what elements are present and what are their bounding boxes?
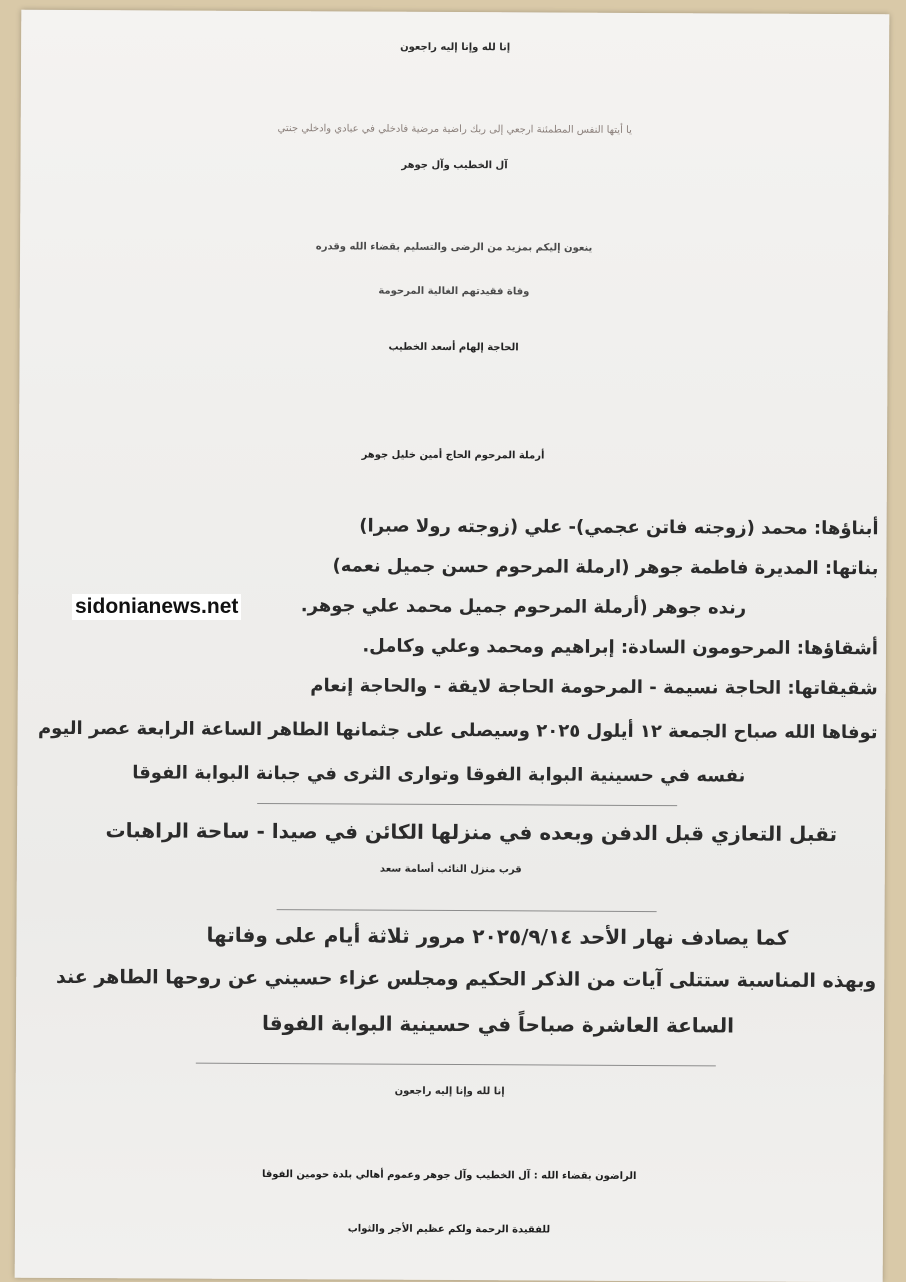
header-verse: إنا لله وإنا إليه راجعون [400, 41, 511, 54]
quran-quote: يا أيتها النفس المطمئنة ارجعي إلى ربك راضية مرضية فادخلي في عبادي وادخلي جنتي [277, 123, 632, 136]
footer-line-2: للفقيدة الرحمة ولكم عظيم الأجر والثواب [347, 1223, 551, 1236]
third-day-line-2: وبهذه المناسبة ستتلى آيات من الذكر الحكيم ومجلس عزاء حسيني عن روحها الطاهر عند [55, 965, 877, 993]
divider-3 [196, 1063, 716, 1067]
sisters-line: شقيقاتها: الحاجة نسيمة - المرحومة الحاجة لايقة - والحاجة إنعام [310, 675, 878, 700]
announcement-line-1: ينعون إليكم بمزيد من الرضى والتسليم بقضاء الله وقدره [315, 241, 593, 254]
condolence-line-1: تقبل التعازي قبل الدفن وبعده في منزلها الكائن في صيدا - ساحة الراهبات [105, 818, 838, 847]
families-title: آل الخطيب وآل جوهر [401, 159, 508, 172]
deceased-name: الحاجة إلهام أسعد الخطيب [388, 341, 519, 354]
sons-line: أبناؤها: محمد (زوجته فاتن عجمي)- علي (زوجته رولا صبرا) [359, 515, 879, 540]
footer-verse: إنا لله وإنا إليه راجعون [394, 1085, 505, 1098]
third-day-line-3: الساعة العاشرة صباحاً في حسينية البوابة الفوقا [261, 1011, 735, 1038]
divider-1 [257, 803, 677, 806]
site-watermark: sidonianews.net [72, 594, 241, 620]
obituary-sheet [15, 10, 890, 1282]
daughters-line-2: رنده جوهر (أرملة المرحوم جميل محمد علي جوهر. [300, 595, 747, 619]
death-line-2: نفسه في حسينية البوابة الفوقا وتوارى الثرى في جبانة البوابة الفوقا [132, 762, 746, 787]
footer-line-1: الراضون بقضاء الله : آل الخطيب وآل جوهر وعموم أهالي بلدة حومين الفوقا [261, 1169, 637, 1182]
death-line-1: توفاها الله صباح الجمعة ١٢ أيلول ٢٠٢٥ وسيصلى على جثمانها الطاهر الساعة الرابعة عصر اليوم [37, 717, 878, 744]
third-day-line-1: كما يصادف نهار الأحد ٢٠٢٥/٩/١٤ مرور ثلاثة أيام على وفاتها [206, 922, 789, 950]
divider-2 [277, 909, 657, 912]
condolence-line-2: قرب منزل النائب أسامة سعد [379, 863, 522, 876]
announcement-line-2: وفاة فقيدتهم الغالية المرحومة [378, 285, 530, 298]
daughters-line-1: بناتها: المديرة فاطمة جوهر (ارملة المرحوم حسن جميل نعمه) [332, 555, 879, 580]
brothers-line: أشقاؤها: المرحومون السادة: إبراهيم ومحمد وعلي وكامل. [362, 635, 879, 660]
widow-of: أرملة المرحوم الحاج أمين خليل جوهر [361, 449, 545, 462]
